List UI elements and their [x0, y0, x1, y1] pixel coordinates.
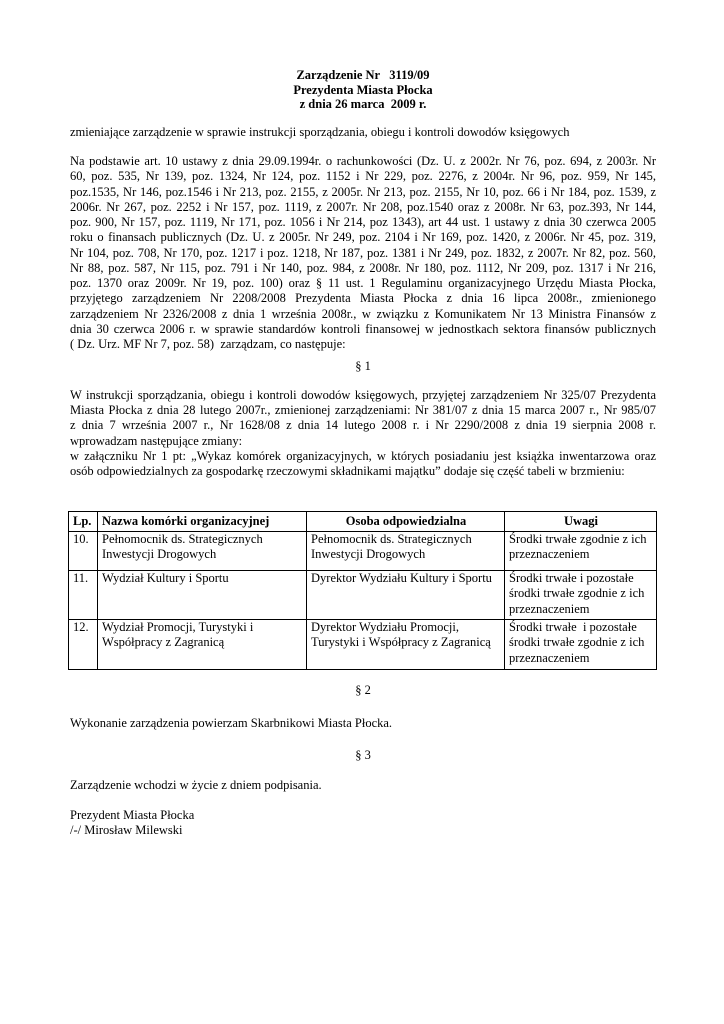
preamble-line: 2006r. Nr 267, poz. 2252 i Nr 157, poz. 1119, z 2007r. Nr 208, poz.1540 oraz z 2008r. Nr 63, poz.393, Nr 144, — [70, 199, 656, 214]
preamble-line: poz. 900, Nr 157, poz. 1119, Nr 171, poz. 1056 i Nr 214, poz 1343), art 44 ust. 1 ustawy z dnia 30 czerwca 2005 — [70, 215, 656, 229]
table-row — [69, 620, 657, 670]
section-1-line: z dnia 7 września 2007 r., Nr 1628/08 z dnia 14 lutego 2008 r. i Nr 2290/2008 z dnia 19 sierpnia 2008 r. — [70, 418, 656, 433]
cell-line: Wydział Kultury i Sportu — [102, 571, 229, 585]
cell-lp — [69, 620, 98, 670]
table-header-row — [69, 512, 657, 532]
preamble-line: Nr 104, poz. 708, Nr 170, poz. 1217 i poz. 1218, Nr 187, poz. 1381 i Nr 249, poz. 1832, z 2007r. Nr 82, poz. 560, — [70, 245, 656, 260]
preamble-line: Nr 88, poz. 587, Nr 115, poz. 791 i Nr 140, poz. 984, z 2008r. Nr 180, poz. 1112, Nr 209, poz. 1317 i Nr 216, — [70, 260, 656, 275]
cell-line: Wydział Promocji, Turystyki i — [102, 620, 254, 634]
cell-person — [307, 532, 505, 571]
cell-line: Dyrektor Wydziału Kultury i Sportu — [311, 571, 492, 585]
preamble-paragraph — [70, 154, 656, 352]
section-1-line: Miasta Płocka z dnia 28 lutego 2007r., zmienionej zarządzeniami: Nr 381/07 z dnia 15 marca 2007 r., Nr 985/07 — [70, 403, 656, 418]
preamble-line: poz.1535, Nr 146, poz.1546 i Nr 213, poz. 2155, z 2005r. Nr 213, poz. 2155, Nr 10, poz. 66 i Nr 184, poz. 1539, z — [70, 184, 656, 199]
document-title — [70, 68, 656, 112]
cell-line: Środki trwałe i pozostałe — [509, 571, 634, 585]
section-3-text: Zarządzenie wchodzi w życie z dniem podpisania. — [70, 778, 322, 792]
cell-line: 12. — [73, 620, 89, 634]
cell-line: Środki trwałe i pozostałe — [509, 620, 637, 634]
cell-line: Inwestycji Drogowych — [102, 547, 217, 562]
cell-notes — [505, 620, 657, 670]
section-1-line: w załączniku Nr 1 pt: „Wykaz komórek organizacyjnych, w których posiadaniu jest książka inwentarzowa oraz — [70, 448, 656, 463]
section-2-heading: § 2 — [355, 683, 371, 697]
cell-line: 10. — [73, 532, 89, 546]
cell-lp — [69, 532, 98, 571]
table-row — [69, 532, 657, 571]
cell-line: przeznaczeniem — [509, 547, 590, 562]
cell-line: Pełnomocnik ds. Strategicznych — [102, 532, 263, 546]
signature-name: /-/ Mirosław Milewski — [70, 823, 183, 837]
cell-line: Turystyki i Współpracy z Zagranicą — [311, 635, 491, 650]
signature-block — [70, 808, 656, 838]
header-person: Osoba odpowiedzialna — [307, 512, 505, 532]
preamble-line: Na podstawie art. 10 ustawy z dnia 29.09.1994r. o rachunkowości (Dz. U. z 2002r. Nr 76, poz. 694, z 2003r. Nr — [70, 154, 656, 168]
cell-line: środki trwałe zgodnie z ich — [509, 586, 645, 601]
section-1-heading: § 1 — [355, 359, 371, 373]
header-unit: Nazwa komórki organizacyjnej — [98, 512, 307, 532]
cell-person — [307, 620, 505, 670]
preamble-line: 60, poz. 535, Nr 139, poz. 1324, Nr 124, poz. 1152 i Nr 229, poz. 2276, z 2004r. Nr 96, poz. 959, Nr 145, — [70, 169, 656, 184]
section-3-heading: § 3 — [355, 748, 371, 762]
preamble-line: przyjętego zarządzeniem Nr 2208/2008 Prezydenta Miasta Płocka z dnia 16 lipca 2008r., zmienionego — [70, 291, 656, 306]
cell-notes — [505, 532, 657, 571]
title-line-issuer: Prezydenta Miasta Płocka — [293, 82, 433, 97]
cell-line: Środki trwałe zgodnie z ich — [509, 532, 647, 546]
cell-line: Pełnomocnik ds. Strategicznych — [311, 532, 472, 546]
cell-unit — [98, 571, 307, 620]
cell-unit — [98, 620, 307, 670]
section-2-text: Wykonanie zarządzenia powierzam Skarbnikowi Miasta Płocka. — [70, 716, 393, 730]
cell-unit — [98, 532, 307, 571]
preamble-line: ( Dz. Urz. MF Nr 7, poz. 58) zarządzam, co następuje: — [70, 337, 346, 351]
responsibility-table — [68, 511, 657, 670]
preamble-line: zarządzeniem Nr 2326/2008 z dnia 1 września 2008r., w związku z Komunikatem Nr 13 Ministra Finansów z — [70, 306, 656, 321]
header-lp: Lp. — [69, 512, 98, 532]
preamble-line: roku o finansach publicznych (Dz. U. z 2005r. Nr 249, poz. 2104 i Nr 169, poz. 1420, z 2006r. Nr 45, poz. 319, — [70, 230, 656, 245]
preamble-line: poz. 1370 oraz 2009r. Nr 19, poz. 100) oraz § 11 ust. 1 Regulaminu organizacyjnego Urzędu Miasta Płocka, — [70, 276, 656, 290]
section-1-line: W instrukcji sporządzania, obiegu i kontroli dowodów księgowych, przyjętej zarządzeniem Nr 325/07 Prezydenta — [70, 388, 656, 402]
cell-lp — [69, 571, 98, 620]
cell-line: przeznaczeniem — [509, 601, 590, 616]
cell-person — [307, 571, 505, 620]
cell-line: Współpracy z Zagranicą — [102, 635, 225, 650]
cell-line: 11. — [73, 571, 89, 585]
title-line-date: z dnia 26 marca 2009 r. — [299, 97, 427, 112]
document-subject: zmieniające zarządzenie w sprawie instrukcji sporządzania, obiegu i kontroli dowodów księgowych — [70, 125, 570, 139]
section-1-line: osób odpowiedzialnych za gospodarkę rzeczowymi składnikami majątku” dodaje się część tabeli w brzmieniu: — [70, 464, 625, 479]
section-1-line: wprowadzam następujące zmiany: — [70, 433, 243, 448]
cell-line: przeznaczeniem — [509, 650, 590, 665]
preamble-line: dnia 30 czerwca 2006 r. w sprawie standardów kontroli finansowej w jednostkach sektora finansów publicznych — [70, 321, 656, 336]
section-1-paragraph — [70, 388, 656, 479]
table-row — [69, 571, 657, 620]
signature-position: Prezydent Miasta Płocka — [70, 808, 195, 822]
title-line-number: Zarządzenie Nr 3119/09 — [296, 68, 430, 82]
cell-line: Dyrektor Wydziału Promocji, — [311, 620, 459, 634]
cell-notes — [505, 571, 657, 620]
cell-line: środki trwałe zgodnie z ich — [509, 635, 645, 650]
cell-line: Inwestycji Drogowych — [311, 547, 426, 562]
header-notes: Uwagi — [505, 512, 657, 532]
